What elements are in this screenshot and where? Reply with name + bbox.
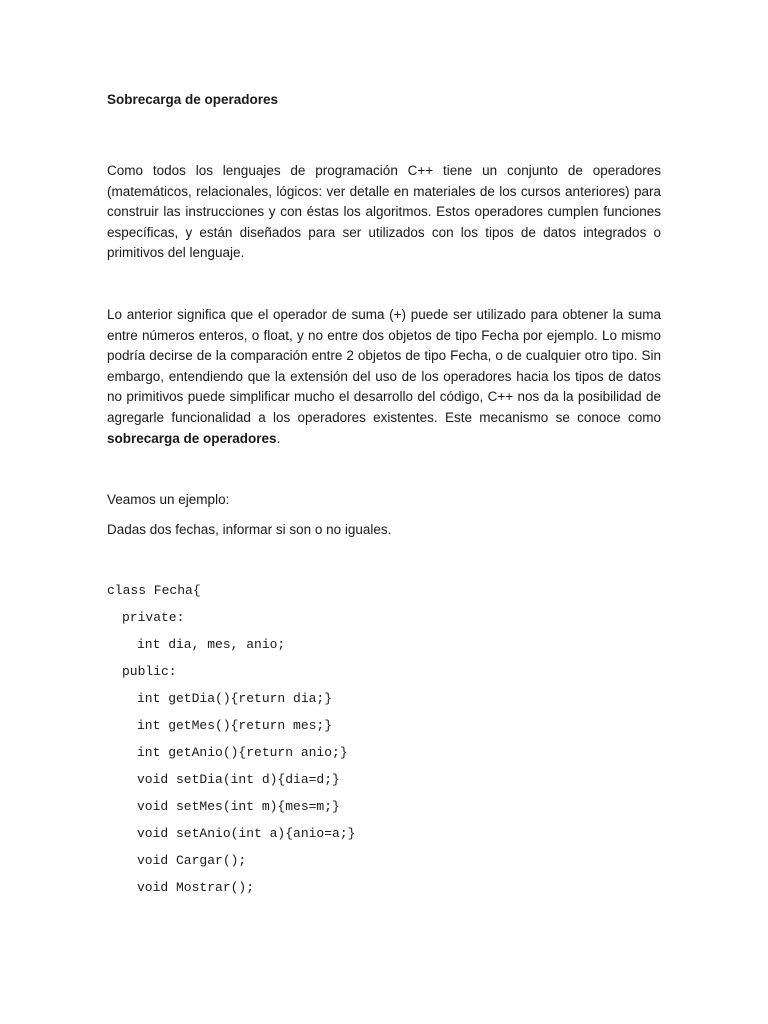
paragraph-example-intro: Veamos un ejemplo: xyxy=(107,492,230,508)
code-line: void Cargar(); xyxy=(137,853,247,869)
code-block xyxy=(107,577,661,901)
code-line: public: xyxy=(122,664,177,680)
code-line: int getDia(){return dia;} xyxy=(137,691,333,707)
document-body xyxy=(107,90,661,901)
code-line: int getMes(){return mes;} xyxy=(137,718,333,734)
code-line: class Fecha{ xyxy=(107,583,201,599)
section-title: Sobrecarga de operadores xyxy=(107,92,279,107)
paragraph-explanation-end: . xyxy=(276,430,281,446)
code-line: void setAnio(int a){anio=a;} xyxy=(137,826,356,842)
code-line: void setDia(int d){dia=d;} xyxy=(137,772,340,788)
paragraph-intro: Como todos los lenguajes de programación C++ tiene un conjunto de operadores (matemáticos, relacionales, lógicos: ver detalle en materiales de los cursos anteriores) para construir las instrucciones y con éstas los algoritmos. Estos operadores cumplen funciones específicas, y están diseñados para ser utilizados con los tipos de datos integrados o primitivos del lenguaje. xyxy=(107,163,661,261)
paragraph-example-task: Dadas dos fechas, informar si son o no iguales. xyxy=(107,521,392,537)
code-line: int dia, mes, anio; xyxy=(137,637,286,653)
bold-term: sobrecarga de operadores xyxy=(107,430,277,446)
code-line: void Mostrar(); xyxy=(137,880,255,896)
paragraph-explanation xyxy=(107,305,661,449)
code-line: private: xyxy=(122,610,185,626)
code-line: void setMes(int m){mes=m;} xyxy=(137,799,340,815)
code-line: int getAnio(){return anio;} xyxy=(137,745,348,761)
paragraph-explanation-text: Lo anterior significa que el operador de suma (+) puede ser utilizado para obtener la suma entre números enteros, o float, y no entre dos objetos de tipo Fecha por ejemplo. Lo mismo podría decirse de la comparación entre 2 objetos de tipo Fecha, o de cualquier otro tipo. Sin embargo, entendiendo que la extensión del uso de los operadores hacia los tipos de datos no primitivos puede simplificar mucho el desarrollo del código, C++ nos da la posibilidad de agregarle funcionalidad a los operadores existentes. Este mecanismo se conoce como xyxy=(107,306,661,425)
